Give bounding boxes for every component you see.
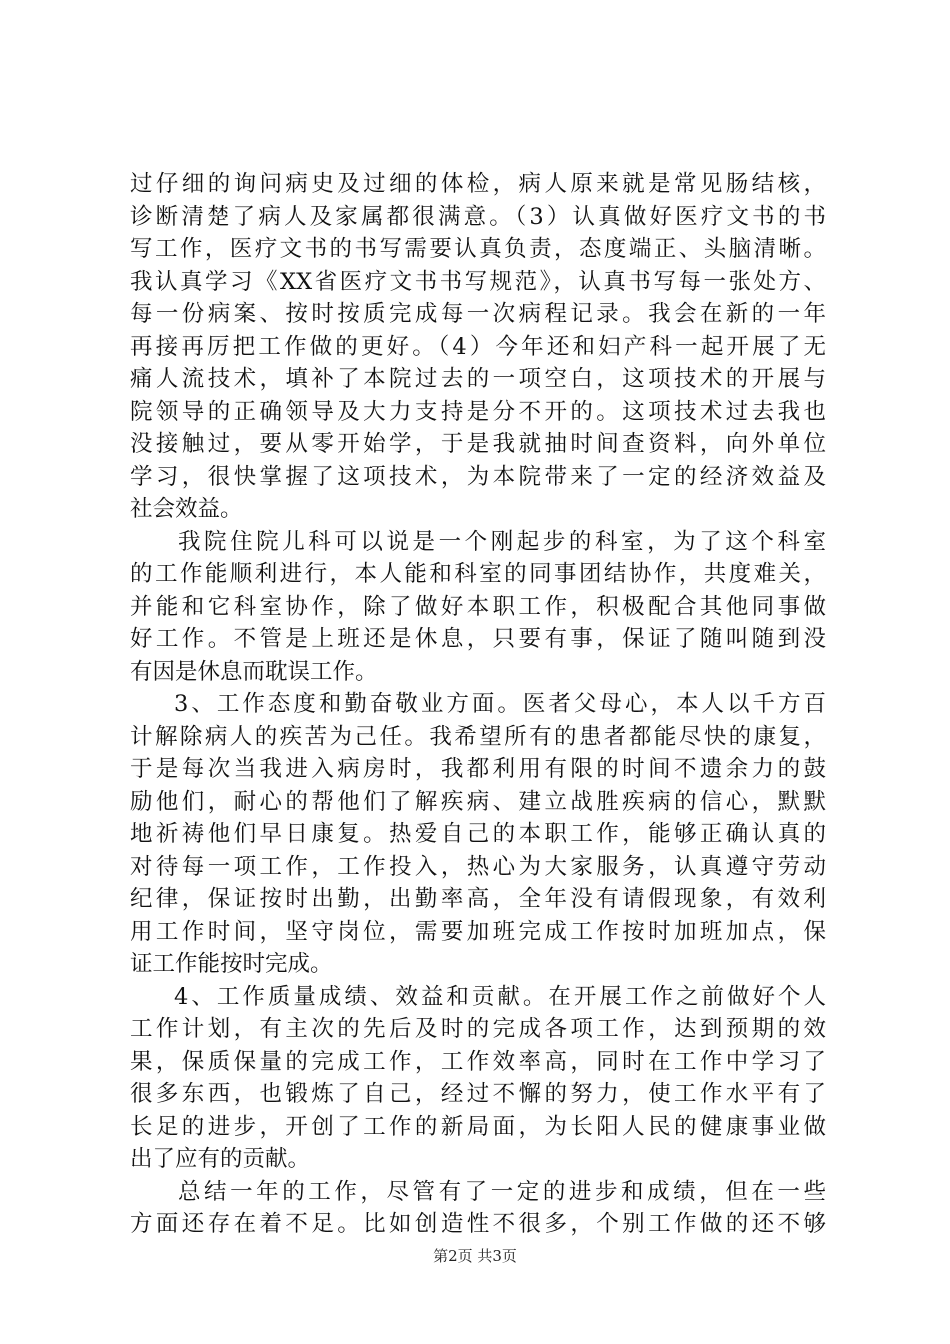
text-line: 学习，很快掌握了这项技术，为本院带来了一定的经济效益及 [130, 463, 826, 490]
text-line: 没接触过，要从零开始学，于是我就抽时间查资料，向外单位 [130, 431, 826, 457]
text-line: 好工作。不管是上班还是休息，只要有事，保证了随叫随到没 [130, 626, 826, 652]
text-line: 我认真学习《XX省医疗文书书写规范》，认真书写每一张处方、 [130, 268, 826, 295]
paragraph-first-line: 我院住院儿科可以说是一个刚起步的科室，为了这个科室 [178, 528, 826, 555]
text-line: 院领导的正确领导及大力支持是分不开的。这项技术过去我也 [130, 398, 826, 425]
text-line-paragraph-end: 社会效益。 [130, 496, 243, 522]
text-line: 并能和它科室协作，除了做好本职工作，积极配合其他同事做 [130, 593, 826, 620]
text-line: 工作计划，有主次的先后及时的完成各项工作，达到预期的效 [130, 1016, 826, 1042]
text-line: 每一份病案、按时按质完成每一次病程记录。我会在新的一年 [130, 301, 826, 327]
text-line: 励他们，耐心的帮他们了解疾病、建立战胜疾病的信心，默默 [130, 788, 826, 815]
text-line: 地祈祷他们早日康复。热爱自己的本职工作，能够正确认真的 [130, 821, 826, 847]
text-line-paragraph-end: 有因是休息而耽误工作。 [130, 658, 378, 685]
text-line: 方面还存在着不足。比如创造性不很多，个别工作做的还不够 [130, 1211, 826, 1237]
text-line: 纪律，保证按时出勤，出勤率高，全年没有请假现象，有效利 [130, 886, 826, 912]
text-line: 长足的进步，开创了工作的新局面，为长阳人民的健康事业做 [130, 1113, 826, 1140]
text-line: 过仔细的询问病史及过细的体检，病人原来就是常见肠结核， [130, 171, 826, 197]
text-line: 的工作能顺利进行，本人能和科室的同事团结协作，共度难关， [130, 561, 826, 587]
text-line-paragraph-end: 证工作能按时完成。 [130, 951, 333, 977]
text-line: 痛人流技术，填补了本院过去的一项空白，这项技术的开展与 [130, 366, 826, 392]
paragraph-first-line: 总结一年的工作，尽管有了一定的进步和成绩，但在一些 [178, 1178, 826, 1205]
text-line: 计解除病人的疾苦为己任。我希望所有的患者都能尽快的康复， [130, 723, 826, 750]
text-line: 写工作，医疗文书的书写需要认真负责，态度端正、头脑清晰。 [130, 236, 826, 262]
paragraph-first-line: 4、工作质量成绩、效益和贡献。在开展工作之前做好个人 [174, 983, 826, 1010]
text-line: 诊断清楚了病人及家属都很满意。（3）认真做好医疗文书的书 [130, 203, 826, 230]
paragraph-first-line: 3、工作态度和勤奋敬业方面。医者父母心，本人以千方百 [174, 691, 826, 717]
page-footer: 第2页 共3页 [433, 1247, 517, 1265]
text-line-paragraph-end: 出了应有的贡献。 [130, 1146, 311, 1172]
text-line: 很多东西，也锻炼了自己，经过不懈的努力，使工作水平有了 [130, 1081, 826, 1107]
text-line: 果，保质保量的完成工作，工作效率高，同时在工作中学习了 [130, 1048, 826, 1075]
text-line: 对待每一项工作，工作投入，热心为大家服务，认真遵守劳动 [130, 853, 826, 880]
document-body [130, 168, 826, 1241]
text-line: 用工作时间，坚守岗位，需要加班完成工作按时加班加点，保 [130, 918, 826, 945]
text-line: 于是每次当我进入病房时，我都利用有限的时间不遗余力的鼓 [130, 756, 826, 782]
text-line: 再接再厉把工作做的更好。（4）今年还和妇产科一起开展了无 [130, 333, 826, 360]
